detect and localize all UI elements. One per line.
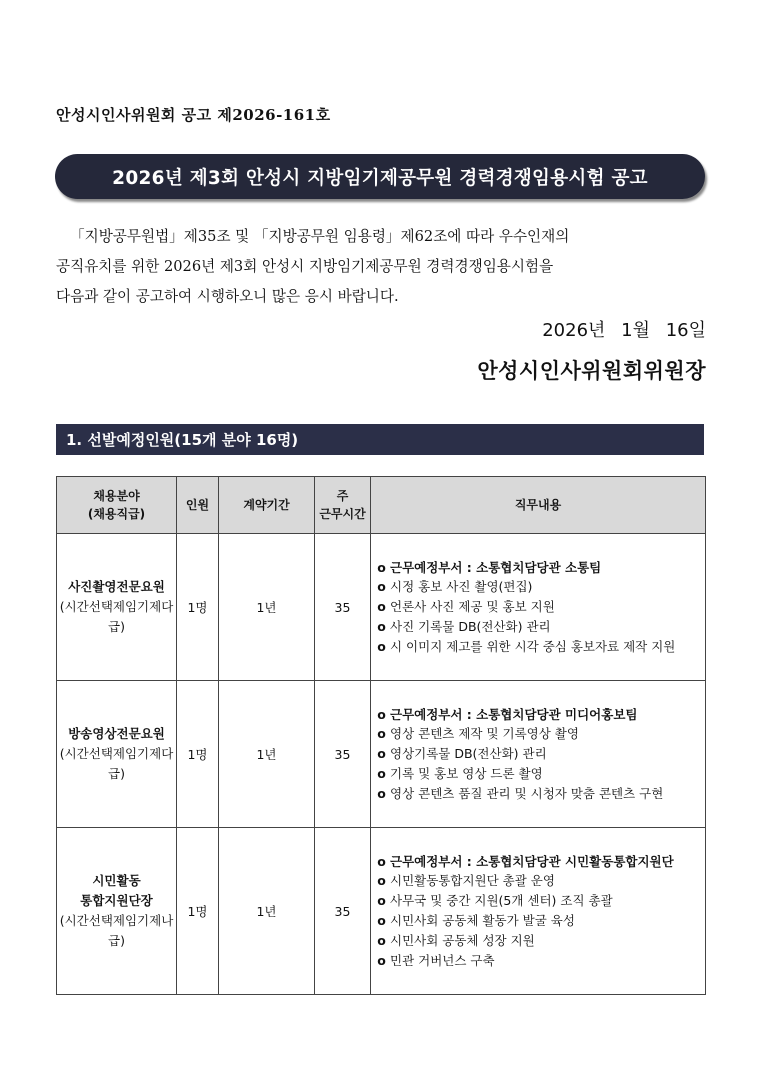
table-row (57, 534, 706, 681)
count-cell: 1명 (177, 681, 219, 828)
intro-line: 공직유치를 위한 2026년 제3회 안성시 지방임기제공무원 경력경쟁임용시험을 (56, 258, 554, 275)
section-heading-recruitment (56, 424, 704, 455)
duties-cell (371, 828, 706, 995)
duty-text: 영상기록물 DB(전산화) 관리 (390, 746, 547, 762)
duty-item-department (373, 852, 703, 872)
duty-item (373, 931, 703, 951)
header-hours-line1: 주 (336, 489, 349, 503)
field-name: 방송영상전문요원 (68, 726, 165, 741)
field-name: 통합지원단장 (80, 893, 153, 908)
duty-item (373, 871, 703, 891)
bullet-icon: o (377, 952, 386, 968)
bullet-icon: o (377, 579, 386, 595)
bullet-icon: o (377, 873, 386, 889)
notice-date: 2026년 1월 16일 (542, 320, 706, 341)
duty-text: 시 이미지 제고를 위한 시각 중심 홍보자료 제작 지원 (390, 638, 676, 654)
header-field (57, 477, 177, 534)
count-cell: 1명 (177, 828, 219, 995)
hours-cell: 35 (315, 534, 371, 681)
duty-list (373, 558, 703, 657)
duty-list (373, 852, 703, 971)
count-cell: 1명 (177, 534, 219, 681)
duty-item-department (373, 558, 703, 578)
duty-text: 시민사회 공동체 활동가 발굴 육성 (390, 913, 575, 928)
field-grade: (시간선택제임기제나급) (59, 913, 174, 948)
bullet-icon: o (377, 559, 386, 575)
duty-item (373, 637, 703, 657)
duty-item (373, 597, 703, 617)
header-field-line2: (채용직급) (87, 507, 146, 521)
field-grade: (시간선택제임기제다급) (59, 746, 174, 781)
duty-text: 근무예정부서 : 소통협치담당관 미디어홍보팀 (390, 706, 638, 722)
header-hours (315, 477, 371, 534)
table-header-row (57, 477, 706, 534)
duty-list (373, 705, 703, 804)
table-row (57, 681, 706, 828)
duty-item (373, 724, 703, 744)
table-row (57, 828, 706, 995)
duty-item (373, 784, 703, 804)
hours-cell: 35 (315, 828, 371, 995)
duty-text: 시민활동통합지원단 총괄 운영 (390, 873, 555, 889)
duty-item (373, 617, 703, 637)
header-count: 인원 (177, 477, 219, 534)
bullet-icon: o (377, 726, 386, 742)
duty-text: 근무예정부서 : 소통협치담당관 시민활동통합지원단 (390, 853, 674, 869)
section-heading-text: 1. 선발예정인원(15개 분야 16명) (66, 431, 299, 449)
field-name: 시민활동 (92, 873, 141, 888)
duty-text: 영상 콘텐츠 품질 관리 및 시청자 맞춤 콘텐츠 구현 (390, 785, 664, 801)
header-duties: 직무내용 (371, 477, 706, 534)
period-cell: 1년 (219, 534, 315, 681)
duty-text: 사진 기록물 DB(전산화) 관리 (390, 618, 551, 634)
hours-cell: 35 (315, 681, 371, 828)
intro-line: 「지방공무원법」제35조 및 「지방공무원 임용령」제62조에 따라 우수인재의 (70, 228, 570, 245)
duty-text: 사무국 및 중간 지원(5개 센터) 조직 총괄 (390, 893, 613, 909)
bullet-icon: o (377, 618, 386, 634)
field-cell (57, 534, 177, 681)
recruitment-table (56, 476, 706, 995)
field-cell (57, 828, 177, 995)
field-name: 사진촬영전문요원 (68, 579, 165, 594)
duty-item (373, 951, 703, 971)
bullet-icon: o (377, 706, 386, 722)
bullet-icon: o (377, 913, 386, 928)
bullet-icon: o (377, 599, 386, 615)
period-cell: 1년 (219, 828, 315, 995)
duty-item (373, 911, 703, 931)
issuer-title: 안성시인사위원회위원장 (477, 359, 706, 383)
duty-text: 기록 및 홍보 영상 드론 촬영 (390, 765, 543, 781)
bullet-icon: o (377, 932, 386, 948)
field-grade: (시간선택제임기제다급) (59, 599, 174, 634)
header-hours-line2: 근무시간 (319, 507, 366, 521)
duty-text: 시민사회 공동체 성장 지원 (390, 932, 535, 948)
duties-cell (371, 534, 706, 681)
duty-item-department (373, 705, 703, 725)
duty-text: 민관 거버넌스 구축 (390, 952, 495, 968)
duty-text: 근무예정부서 : 소통협치담당관 소통팀 (390, 559, 602, 575)
bullet-icon: o (377, 785, 386, 801)
header-field-line1: 채용분야 (93, 489, 140, 503)
period-cell: 1년 (219, 681, 315, 828)
intro-paragraph (56, 222, 706, 312)
bullet-icon: o (377, 638, 386, 654)
bullet-icon: o (377, 853, 386, 869)
duty-item (373, 577, 703, 597)
duty-text: 언론사 사진 제공 및 홍보 지원 (390, 599, 555, 615)
bullet-icon: o (377, 765, 386, 781)
header-period: 계약기간 (219, 477, 315, 534)
intro-line: 다음과 같이 공고하여 시행하오니 많은 응시 바랍니다. (56, 288, 399, 305)
notice-title: 2026년 제3회 안성시 지방임기제공무원 경력경쟁임용시험 공고 (112, 167, 648, 189)
duty-text: 시정 홍보 사진 촬영(편집) (390, 579, 533, 595)
duty-text: 영상 콘텐츠 제작 및 기록영상 촬영 (390, 726, 579, 742)
duties-cell (371, 681, 706, 828)
notice-number: 안성시인사위원회 공고 제2026-161호 (56, 106, 331, 124)
bullet-icon: o (377, 893, 386, 909)
field-cell (57, 681, 177, 828)
duty-item (373, 891, 703, 911)
bullet-icon: o (377, 746, 386, 762)
notice-title-banner (55, 154, 705, 199)
duty-item (373, 744, 703, 764)
duty-item (373, 764, 703, 784)
